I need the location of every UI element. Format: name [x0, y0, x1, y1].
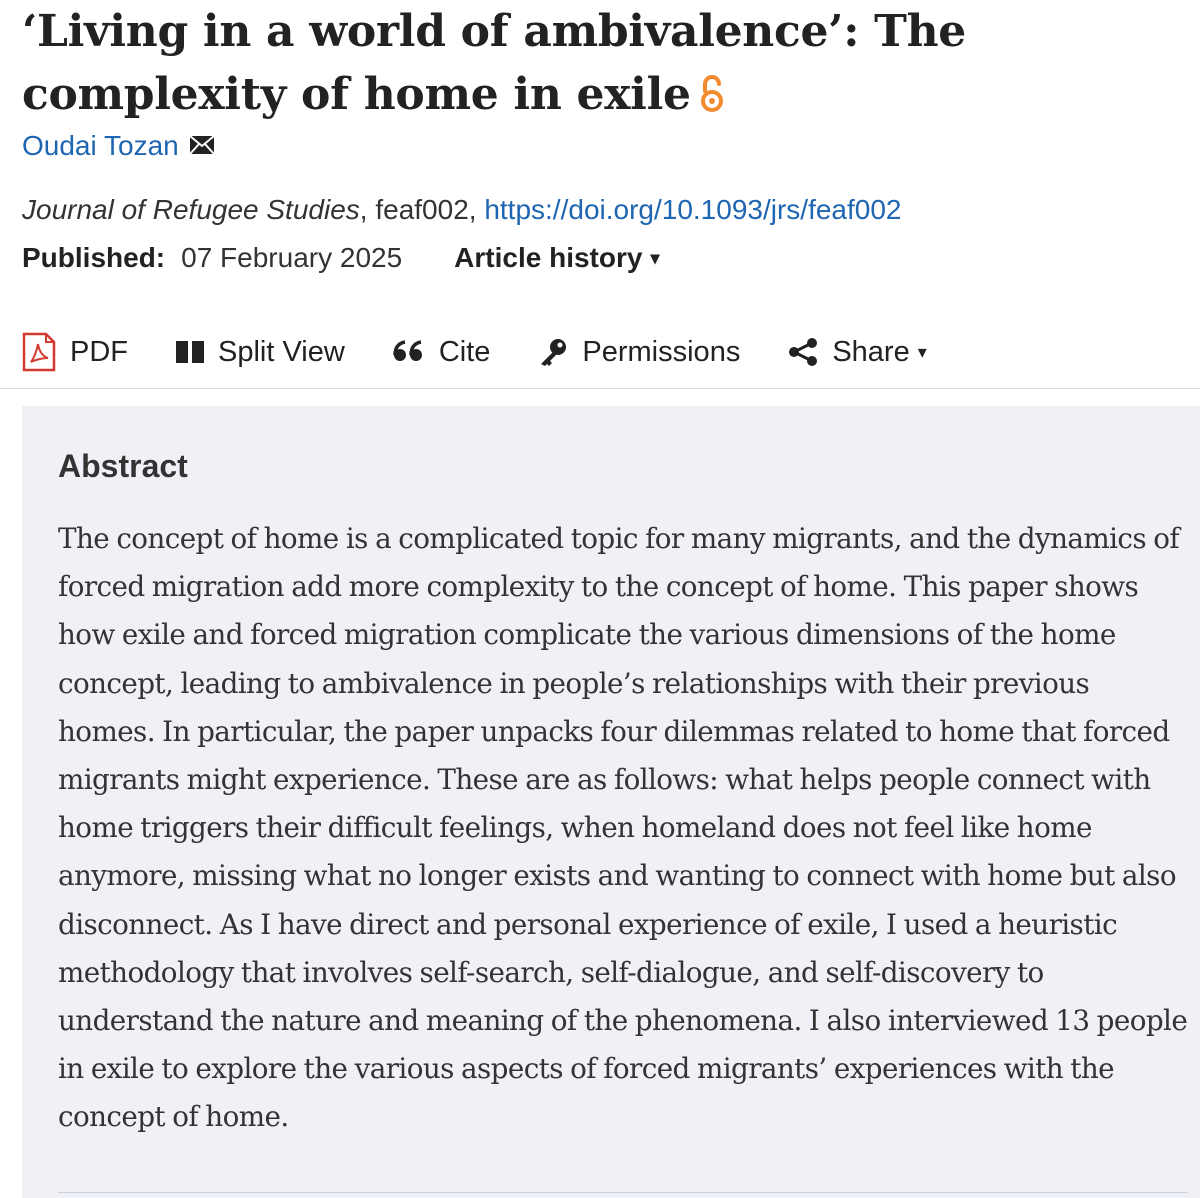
abstract-heading: Abstract: [58, 448, 188, 484]
share-button[interactable]: [788, 336, 926, 369]
author-row: [22, 126, 215, 166]
split-view-icon: [176, 340, 204, 364]
chevron-down-icon: ▾: [917, 341, 927, 362]
permissions-button[interactable]: [538, 336, 740, 369]
key-icon: [538, 337, 568, 367]
article-toolbar: [22, 326, 975, 378]
article-history-toggle[interactable]: [454, 242, 659, 274]
article-history-label: Article history: [454, 242, 643, 273]
share-label: Share: [832, 335, 910, 368]
permissions-label: Permissions: [582, 335, 741, 368]
abstract-section: [22, 406, 1200, 1198]
article-title: [22, 0, 1192, 130]
abstract-text: The concept of home is a complicated topic for many migrants, and the dynamics of forced migration add more complexity to the concept of home. This paper shows how exile and forced migration complicate the various dimensions of the home concept, leading to ambivalence in people’s relationships with their previous homes. In particular, the paper unpacks four dilemmas related to home that forced migrants might experience. These are as follows: what helps people connect with home triggers their difficult feelings, when homeland does not feel like home anymore, missing what no longer exists and wanting to connect with home but also disconnect. As I have direct and personal experience of exile, I used a heuristic methodology that involves self-search, self-dialogue, and self-discovery to understand the nature and meaning of the phenomena. I also interviewed 13 people in exile to explore the various aspects of forced migrants’ experiences with the concept of home.: [58, 522, 1188, 1134]
cite-button[interactable]: [393, 336, 491, 369]
pdf-label: PDF: [70, 335, 128, 368]
published-date: 07 February 2025: [181, 242, 403, 273]
cite-label: Cite: [438, 335, 491, 368]
citation-line: [22, 194, 902, 226]
split-view-label: Split View: [218, 335, 345, 368]
pdf-icon: [22, 332, 56, 372]
divider: [58, 1192, 1188, 1193]
chevron-down-icon: ▾: [650, 247, 660, 268]
share-icon: [788, 338, 818, 366]
author-link[interactable]: Oudai Tozan: [22, 130, 179, 161]
pdf-button[interactable]: [22, 332, 128, 372]
mail-icon[interactable]: [189, 130, 215, 162]
article-title-text: ‘Living in a world of ambivalence’: The complexity of home in exile: [22, 6, 966, 120]
open-access-icon: [699, 67, 725, 130]
split-view-button[interactable]: [176, 336, 345, 369]
doi-link[interactable]: https://doi.org/10.1093/jrs/feaf002: [484, 194, 902, 225]
published-label: Published:: [22, 242, 166, 273]
publication-row: [22, 242, 660, 274]
divider: [0, 388, 1200, 389]
article-id: , feaf002,: [359, 194, 485, 225]
journal-name: Journal of Refugee Studies: [22, 194, 360, 225]
quote-icon: [393, 340, 425, 364]
